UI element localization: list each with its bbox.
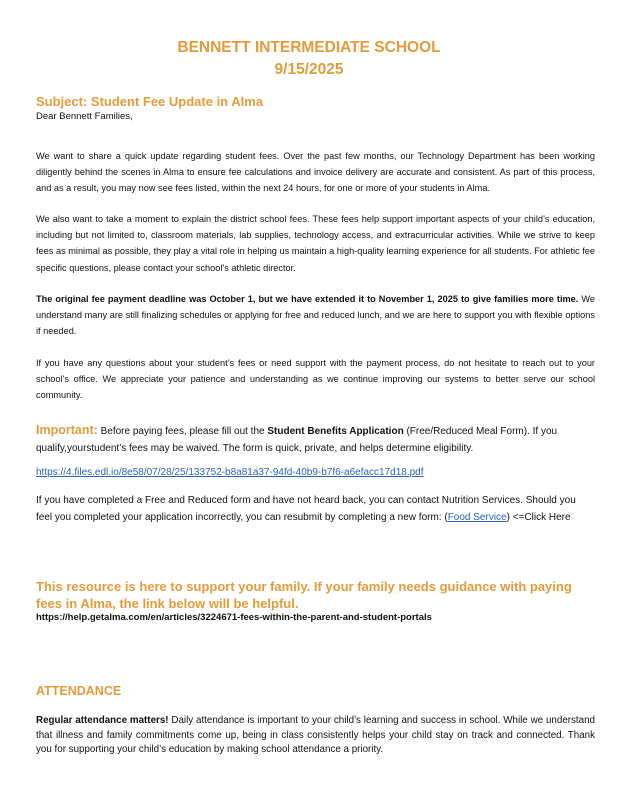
food-service-link[interactable]: Food Service [447, 511, 507, 523]
paragraph-deadline [36, 291, 595, 340]
student-benefits-application-text: Student Benefits Application [267, 426, 404, 437]
attendance-paragraph [36, 714, 595, 758]
form-link-row [36, 467, 424, 478]
support-banner: This resource is here to support your family. If your family needs guidance with paying fees in Alma, the link below will be helpful. [36, 579, 572, 611]
attendance-heading: ATTENDANCE [36, 684, 122, 698]
paragraph-questions: If you have any questions about your student’s fees or need support with the payment process, do not hesitate to reach out to your school’s office. We appreciate your patience and understanding as we continue improving our systems to better serve our school community. [36, 358, 595, 401]
attendance-text: Daily attendance is important to your child’s learning and success in school. While we understand that illness and family commitments come up, being in class consistently helps your child stay on track and connected. Thank you for supporting your child’s education by making school attendance a priority. [36, 715, 595, 755]
nutrition-text-1: If you have completed a Free and Reduced form and have not heard back, you can contact Nutrition Services. Should you feel you completed your application incorrectly, you can resubmit by completing a new form: ( [36, 495, 576, 523]
nutrition-services-paragraph [36, 493, 576, 526]
paragraph-fee-explanation: We also want to take a moment to explain the district school fees. These fees help support important aspects of your child’s education, including but not limited to, classroom materials, lab supplies, technology access, and extracurricular activities. While we strive to keep fees as minimal as possible, they play a vital role in helping us maintain a high-quality learning experience for all students. For athletic fee specific questions, please contact your school’s athletic director. [36, 214, 595, 273]
subject-line: Subject: Student Fee Update in Alma [36, 94, 264, 109]
important-label: Important: [36, 423, 98, 437]
greeting: Dear Bennett Families, [36, 111, 133, 122]
letter-date: 9/15/2025 [274, 61, 344, 78]
attendance-bold-text: Regular attendance matters! [36, 715, 169, 726]
deadline-rest-text: We understand many are still finalizing schedules or applying for free and reduced lunch, and we are here to support you with flexible options if needed. [36, 294, 596, 337]
important-note [36, 422, 595, 457]
important-text-2: (Free/Reduced Meal Form). If you qualify,yourstudent’s fees may be waived. The form is quick, private, and helps determine eligibility. [36, 426, 558, 454]
deadline-bold-text: The original fee payment deadline was October 1, but we have extended it to November 1, 2025 to give families more time. [36, 294, 579, 304]
meal-form-link[interactable]: https://4.files.edl.io/8e58/07/28/25/133752-b8a81a37-94fd-40b9-b7f6-a6efacc17d18.pdf [36, 467, 424, 478]
paragraph-fee-update: We want to share a quick update regarding student fees. Over the past few months, our Technology Department has been working diligently behind the scenes in Alma to ensure fee calculations and invoice delivery are accurate and consistent. As part of this process, and as a result, you may now see fees listed, within the next 24 hours, for one or more of your students in Alma. [36, 151, 595, 194]
alma-help-url: https://help.getalma.com/en/articles/3224671-fees-within-the-parent-and-student-portals [36, 612, 432, 623]
school-name-heading: BENNETT INTERMEDIATE SCHOOL [177, 39, 441, 56]
nutrition-text-2: ) <=Click Here [506, 511, 571, 523]
important-text-1: Before paying fees, please fill out the [97, 426, 268, 437]
